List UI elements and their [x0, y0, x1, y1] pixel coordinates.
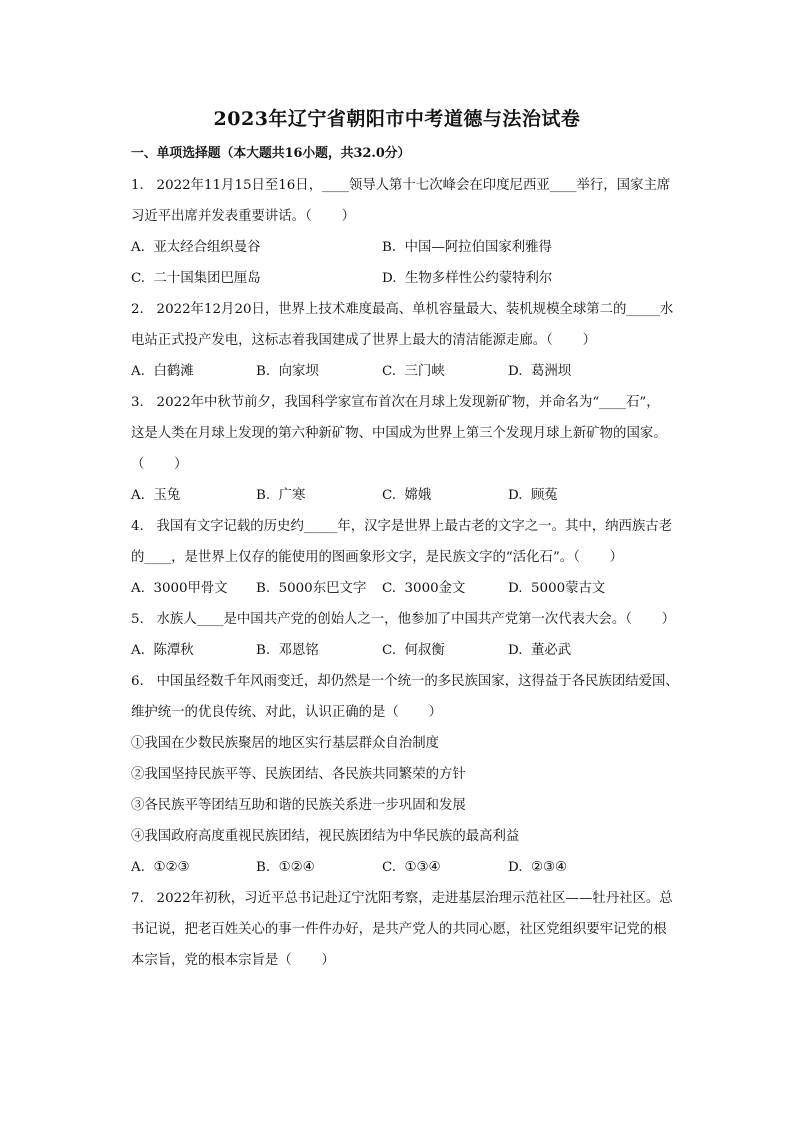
question-1-line-1: 1. 2022年11月15日至16日，____领导人第十七次峰会在印度尼西亚____举行，国家主席	[131, 178, 671, 193]
question-6-option-b: B. ①②④	[256, 860, 315, 875]
question-3-option-c: C. 嫦娥	[382, 488, 432, 503]
question-5-option-d: D. 董必武	[508, 643, 572, 658]
question-7-line-3: 本宗旨，党的根本宗旨是（ ）	[131, 953, 335, 968]
question-4-option-c: C. 3000金文	[382, 581, 466, 596]
question-3-option-d: D. 顾菟	[508, 488, 558, 503]
question-1-line-2: 习近平出席并发表重要讲话。（ ）	[131, 209, 355, 224]
question-1-option-c: C. 二十国集团巴厘岛	[131, 271, 261, 286]
question-6-statement-4: ④我国政府高度重视民族团结，视民族团结为中华民族的最高利益	[131, 829, 520, 844]
question-4-option-b: B. 5000东巴文字	[256, 581, 367, 596]
question-6-statement-2: ②我国坚持民族平等、民族团结、各民族共同繁荣的方针	[131, 767, 466, 782]
question-4-line-1: 4. 我国有文字记载的历史约_____年，汉字是世界上最古老的文字之一。其中，纳西族古老	[131, 519, 673, 534]
question-6-option-a: A. ①②③	[131, 860, 190, 875]
question-4-option-a: A. 3000甲骨文	[131, 581, 228, 596]
question-6-statement-1: ①我国在少数民族聚居的地区实行基层群众自治制度	[131, 736, 439, 751]
question-7-line-1: 7. 2022年初秋，习近平总书记赴辽宁沈阳考察，走进基层治理示范社区——牡丹社区。总	[131, 891, 673, 906]
section-heading: 一、单项选择题（本大题共16小题，共32.0分）	[131, 146, 411, 161]
question-7-line-2: 书记说，把老百姓关心的事一件件办好，是共产党人的共同心愿，社区党组织要牢记党的根	[131, 922, 667, 937]
question-2-option-b: B. 向家坝	[256, 364, 319, 379]
question-3-line-1: 3. 2022年中秋节前夕，我国科学家宣布首次在月球上发现新矿物，并命名为“____石”，	[131, 395, 660, 410]
question-4-option-d: D. 5000蒙古文	[508, 581, 606, 596]
question-6-option-c: C. ①③④	[382, 860, 441, 875]
question-5-option-a: A. 陈潭秋	[131, 643, 194, 658]
question-2-option-d: D. 葛洲坝	[508, 364, 572, 379]
question-2-line-1: 2. 2022年12月20日，世界上技术难度最高、单机容量最大、装机规模全球第二的_____水	[131, 302, 674, 317]
question-1-option-b: B. 中国—阿拉伯国家利雅得	[382, 240, 552, 255]
question-5-line-1: 5. 水族人____是中国共产党的创始人之一，他参加了中国共产党第一次代表大会。（ ）	[131, 612, 676, 627]
question-3-option-b: B. 广寒	[256, 488, 306, 503]
question-3-line-3: （ ）	[131, 457, 188, 472]
page-title: 2023年辽宁省朝阳市中考道德与法治试卷	[213, 108, 581, 130]
question-2-line-2: 电站正式投产发电，这标志着我国建成了世界上最大的清洁能源走廊。（ ）	[131, 333, 596, 348]
question-6-line-2: 维护统一的优良传统、对此，认识正确的是（ ）	[131, 705, 442, 720]
question-1-option-d: D. 生物多样性公约蒙特利尔	[382, 271, 553, 286]
question-1-option-a: A. 亚太经合组织曼谷	[131, 240, 261, 255]
question-4-line-2: 的____，是世界上仅存的能使用的图画象形文字，是民族文字的“活化石”。（ ）	[131, 550, 624, 565]
question-2-option-c: C. 三门峡	[382, 364, 445, 379]
question-3-option-a: A. 玉兔	[131, 488, 181, 503]
question-5-option-c: C. 何叔衡	[382, 643, 445, 658]
question-6-line-1: 6. 中国虽经数千年风雨变迁，却仍然是一个统一的多民族国家，这得益于各民族团结爱国、	[131, 674, 679, 689]
question-6-option-d: D. ②③④	[508, 860, 568, 875]
question-3-line-2: 这是人类在月球上发现的第六种新矿物、中国成为世界上第三个发现月球上新矿物的国家。	[131, 426, 667, 441]
question-6-statement-3: ③各民族平等团结互助和谐的民族关系进一步巩固和发展	[131, 798, 466, 813]
question-2-option-a: A. 白鹤滩	[131, 364, 194, 379]
question-5-option-b: B. 邓恩铭	[256, 643, 319, 658]
